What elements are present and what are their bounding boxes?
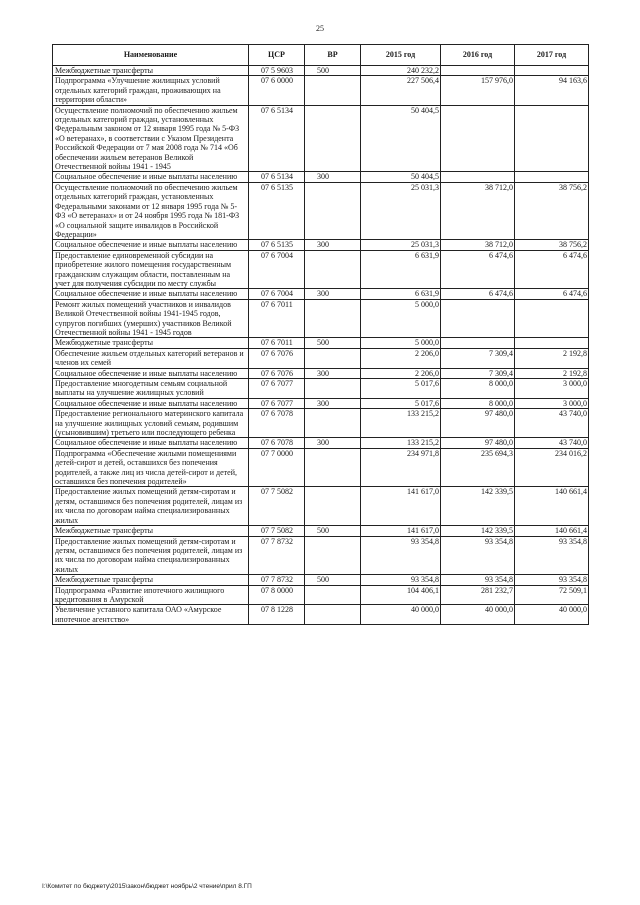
table-row <box>53 438 589 448</box>
row-2015-cell: 50 404,5 <box>361 105 441 172</box>
row-2016-cell: 93 354,8 <box>441 536 515 575</box>
row-2015-cell: 2 206,0 <box>361 348 441 368</box>
row-2017-cell: 2 192,8 <box>515 348 589 368</box>
row-csr-cell: 07 5 9603 <box>249 66 305 76</box>
row-vr-cell <box>305 348 361 368</box>
table-row <box>53 379 589 399</box>
table-row <box>53 605 589 625</box>
row-csr-cell: 07 6 7078 <box>249 438 305 448</box>
row-2017-cell: 93 354,8 <box>515 536 589 575</box>
row-vr-cell: 500 <box>305 575 361 585</box>
row-vr-cell <box>305 585 361 605</box>
row-2015-cell: 25 031,3 <box>361 240 441 250</box>
row-vr-cell <box>305 105 361 172</box>
row-2016-cell: 93 354,8 <box>441 575 515 585</box>
row-2016-cell: 142 339,5 <box>441 526 515 536</box>
row-name-cell: Предоставление жилых помещений детям-сиротам и детям, оставшимся без попечения родителей, лицам из их числа по договорам найма специализированных жилых <box>53 487 249 526</box>
row-2015-cell: 6 631,9 <box>361 250 441 289</box>
table-row <box>53 398 589 408</box>
row-2017-cell: 38 756,2 <box>515 240 589 250</box>
row-2017-cell: 72 509,1 <box>515 585 589 605</box>
table-row <box>53 409 589 438</box>
table-row <box>53 250 589 289</box>
row-vr-cell: 300 <box>305 398 361 408</box>
row-name-cell: Межбюджетные трансферты <box>53 66 249 76</box>
row-vr-cell <box>305 605 361 625</box>
row-2016-cell <box>441 105 515 172</box>
row-2017-cell: 140 661,4 <box>515 526 589 536</box>
row-2015-cell: 5 017,6 <box>361 398 441 408</box>
row-2017-cell <box>515 299 589 338</box>
row-2017-cell: 94 163,6 <box>515 76 589 105</box>
row-2015-cell: 5 000,0 <box>361 299 441 338</box>
row-2016-cell: 97 480,0 <box>441 438 515 448</box>
row-2015-cell: 104 406,1 <box>361 585 441 605</box>
row-csr-cell: 07 6 5135 <box>249 182 305 239</box>
row-2016-cell: 7 309,4 <box>441 348 515 368</box>
row-2016-cell: 142 339,5 <box>441 487 515 526</box>
header-2015: 2015 год <box>361 45 441 66</box>
row-2017-cell: 3 000,0 <box>515 379 589 399</box>
row-csr-cell: 07 6 7004 <box>249 289 305 299</box>
table-row <box>53 526 589 536</box>
footer-file-path: I:\Комитет по бюджету\2015\закон\бюджет ноябрь\2 чтение\прил 8.ГП <box>42 883 252 890</box>
row-2017-cell: 43 740,0 <box>515 438 589 448</box>
row-csr-cell: 07 6 7077 <box>249 398 305 408</box>
row-csr-cell: 07 6 5134 <box>249 105 305 172</box>
row-name-cell: Подпрограмма «Развитие ипотечного жилищного кредитования в Амурской <box>53 585 249 605</box>
row-2017-cell: 234 016,2 <box>515 448 589 487</box>
table-header-row <box>53 45 589 66</box>
row-name-cell: Социальное обеспечение и иные выплаты населению <box>53 240 249 250</box>
table-row <box>53 172 589 182</box>
table-row <box>53 575 589 585</box>
row-2017-cell <box>515 338 589 348</box>
row-csr-cell: 07 7 5082 <box>249 526 305 536</box>
row-csr-cell: 07 7 5082 <box>249 487 305 526</box>
table-row <box>53 368 589 378</box>
row-csr-cell: 07 6 7011 <box>249 299 305 338</box>
row-name-cell: Увеличение уставного капитала ОАО «Амурское ипотечное агентство» <box>53 605 249 625</box>
row-2016-cell <box>441 338 515 348</box>
header-csr: ЦСР <box>249 45 305 66</box>
row-vr-cell: 300 <box>305 438 361 448</box>
row-vr-cell <box>305 409 361 438</box>
row-vr-cell <box>305 250 361 289</box>
row-name-cell: Социальное обеспечение и иные выплаты населению <box>53 398 249 408</box>
row-2016-cell <box>441 66 515 76</box>
row-2015-cell: 93 354,8 <box>361 536 441 575</box>
row-name-cell: Предоставление единовременной субсидии на приобретение жилого помещения государственным гражданским служащим области, поставленным на учет для получения субсидии по месту службы <box>53 250 249 289</box>
row-2017-cell: 3 000,0 <box>515 398 589 408</box>
row-name-cell: Социальное обеспечение и иные выплаты населению <box>53 172 249 182</box>
row-2017-cell <box>515 172 589 182</box>
row-2016-cell: 157 976,0 <box>441 76 515 105</box>
row-2016-cell: 6 474,6 <box>441 250 515 289</box>
row-2016-cell <box>441 299 515 338</box>
table-row <box>53 105 589 172</box>
row-2015-cell: 25 031,3 <box>361 182 441 239</box>
row-name-cell: Социальное обеспечение и иные выплаты населению <box>53 289 249 299</box>
row-name-cell: Осуществление полномочий по обеспечению жильем отдельных категорий граждан, установленных Федеральным законом от 12 января 1995 года № 5-ФЗ «О ветеранах», в соответствии с Указом Президента Российской Федерации от 7 мая 2008 года № 714 «Об обеспечении жильем ветеранов Великой Отечественной войны 1941 - 1945 <box>53 105 249 172</box>
row-name-cell: Межбюджетные трансферты <box>53 575 249 585</box>
row-vr-cell <box>305 299 361 338</box>
row-vr-cell: 300 <box>305 240 361 250</box>
row-2017-cell: 93 354,8 <box>515 575 589 585</box>
row-vr-cell: 300 <box>305 289 361 299</box>
row-name-cell: Социальное обеспечение и иные выплаты населению <box>53 368 249 378</box>
row-2015-cell: 50 404,5 <box>361 172 441 182</box>
row-csr-cell: 07 7 0000 <box>249 448 305 487</box>
page-number: 25 <box>316 24 324 33</box>
row-name-cell: Ремонт жилых помещений участников и инвалидов Великой Отечественной войны 1941-1945 годов, супругов погибших (умерших) участников Великой Отечественной войны 1941 - 1945 годов <box>53 299 249 338</box>
row-vr-cell <box>305 76 361 105</box>
row-2017-cell <box>515 66 589 76</box>
row-2016-cell: 6 474,6 <box>441 289 515 299</box>
row-2017-cell: 43 740,0 <box>515 409 589 438</box>
row-vr-cell <box>305 182 361 239</box>
table-row <box>53 448 589 487</box>
row-2017-cell <box>515 105 589 172</box>
row-vr-cell: 300 <box>305 368 361 378</box>
row-csr-cell: 07 6 7004 <box>249 250 305 289</box>
row-2016-cell: 235 694,3 <box>441 448 515 487</box>
row-name-cell: Социальное обеспечение и иные выплаты населению <box>53 438 249 448</box>
header-2017: 2017 год <box>515 45 589 66</box>
table-row <box>53 585 589 605</box>
row-2017-cell: 6 474,6 <box>515 289 589 299</box>
table-body <box>53 66 589 625</box>
header-vr: ВР <box>305 45 361 66</box>
row-2015-cell: 234 971,8 <box>361 448 441 487</box>
row-name-cell: Межбюджетные трансферты <box>53 338 249 348</box>
row-vr-cell: 300 <box>305 172 361 182</box>
row-2016-cell <box>441 172 515 182</box>
row-name-cell: Предоставление регионального материнского капитала на улучшение жилищных условий семьям, родившим (усыновившим) третьего или последующего ребенка <box>53 409 249 438</box>
row-name-cell: Подпрограмма «Обеспечение жилыми помещениями детей-сирот и детей, оставшихся без попечения родителей, а также лиц из числа детей-сирот и детей, оставшихся без попечения родителей» <box>53 448 249 487</box>
header-2016: 2016 год <box>441 45 515 66</box>
row-vr-cell <box>305 379 361 399</box>
row-2017-cell: 2 192,8 <box>515 368 589 378</box>
row-name-cell: Осуществление полномочий по обеспечению жильем отдельных категорий граждан, установленных Федеральными законами от 12 января 1995 года № 5-ФЗ «О ветеранах» и от 24 ноября 1995 года № 181-ФЗ «О социальной защите инвалидов в Российской Федерации» <box>53 182 249 239</box>
row-vr-cell <box>305 487 361 526</box>
table-row <box>53 348 589 368</box>
row-2015-cell: 227 506,4 <box>361 76 441 105</box>
row-name-cell: Межбюджетные трансферты <box>53 526 249 536</box>
budget-table <box>52 44 589 625</box>
table-row <box>53 76 589 105</box>
table-row <box>53 536 589 575</box>
row-name-cell: Подпрограмма «Улучшение жилищных условий отдельных категорий граждан, проживающих на территории области» <box>53 76 249 105</box>
table-row <box>53 338 589 348</box>
row-vr-cell <box>305 536 361 575</box>
row-2017-cell: 40 000,0 <box>515 605 589 625</box>
row-csr-cell: 07 7 8732 <box>249 536 305 575</box>
row-2016-cell: 38 712,0 <box>441 240 515 250</box>
row-2016-cell: 38 712,0 <box>441 182 515 239</box>
row-vr-cell <box>305 448 361 487</box>
row-2016-cell: 281 232,7 <box>441 585 515 605</box>
row-2015-cell: 93 354,8 <box>361 575 441 585</box>
row-2015-cell: 133 215,2 <box>361 409 441 438</box>
row-csr-cell: 07 6 7076 <box>249 368 305 378</box>
row-csr-cell: 07 6 7078 <box>249 409 305 438</box>
table-row <box>53 240 589 250</box>
row-2015-cell: 40 000,0 <box>361 605 441 625</box>
table-row <box>53 182 589 239</box>
row-2017-cell: 140 661,4 <box>515 487 589 526</box>
row-csr-cell: 07 6 0000 <box>249 76 305 105</box>
row-2016-cell: 7 309,4 <box>441 368 515 378</box>
row-2017-cell: 6 474,6 <box>515 250 589 289</box>
row-name-cell: Предоставление многодетным семьям социальной выплаты на улучшение жилищных условий <box>53 379 249 399</box>
row-csr-cell: 07 6 5135 <box>249 240 305 250</box>
row-name-cell: Обеспечение жильем отдельных категорий ветеранов и членов их семей <box>53 348 249 368</box>
row-name-cell: Предоставление жилых помещений детям-сиротам и детям, оставшимся без попечения родителей, лицам из их числа по договорам найма специализированных жилых <box>53 536 249 575</box>
row-csr-cell: 07 6 7077 <box>249 379 305 399</box>
row-2015-cell: 5 017,6 <box>361 379 441 399</box>
row-csr-cell: 07 6 7011 <box>249 338 305 348</box>
table-row <box>53 487 589 526</box>
row-2016-cell: 8 000,0 <box>441 398 515 408</box>
row-2017-cell: 38 756,2 <box>515 182 589 239</box>
table-row <box>53 299 589 338</box>
row-csr-cell: 07 7 8732 <box>249 575 305 585</box>
row-csr-cell: 07 6 7076 <box>249 348 305 368</box>
table-row <box>53 66 589 76</box>
row-2015-cell: 133 215,2 <box>361 438 441 448</box>
row-vr-cell: 500 <box>305 338 361 348</box>
row-2016-cell: 97 480,0 <box>441 409 515 438</box>
row-vr-cell: 500 <box>305 526 361 536</box>
row-2015-cell: 141 617,0 <box>361 487 441 526</box>
row-2015-cell: 6 631,9 <box>361 289 441 299</box>
row-2016-cell: 40 000,0 <box>441 605 515 625</box>
row-csr-cell: 07 8 1228 <box>249 605 305 625</box>
row-csr-cell: 07 8 0000 <box>249 585 305 605</box>
row-2016-cell: 8 000,0 <box>441 379 515 399</box>
row-2015-cell: 141 617,0 <box>361 526 441 536</box>
row-2015-cell: 240 232,2 <box>361 66 441 76</box>
row-vr-cell: 500 <box>305 66 361 76</box>
row-2015-cell: 2 206,0 <box>361 368 441 378</box>
header-name: Наименование <box>53 45 249 66</box>
row-2015-cell: 5 000,0 <box>361 338 441 348</box>
table-row <box>53 289 589 299</box>
row-csr-cell: 07 6 5134 <box>249 172 305 182</box>
